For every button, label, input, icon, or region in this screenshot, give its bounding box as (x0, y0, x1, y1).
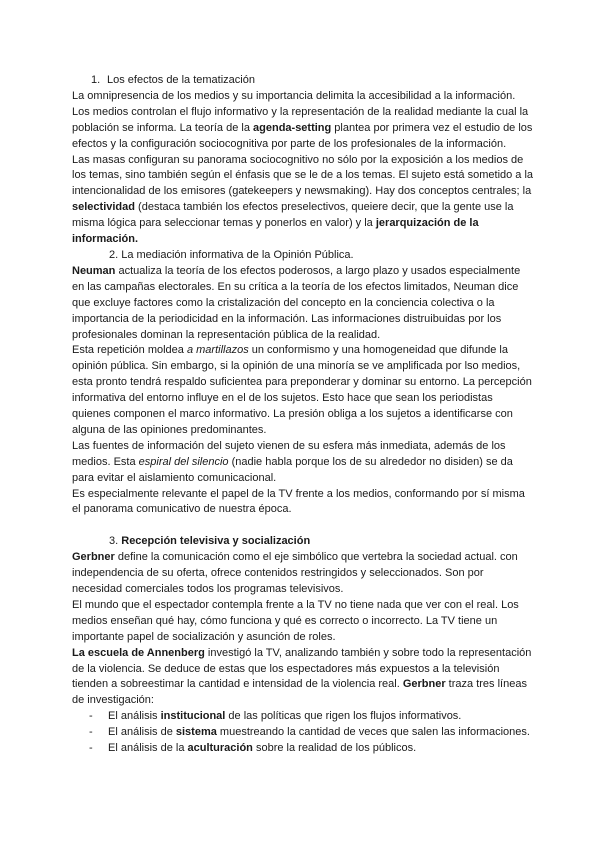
section-3-title: Recepción televisiva y socialización (121, 535, 311, 548)
text-run: actualiza la teoría de los efectos poderosos, a largo plazo y usados especialmente en las campañas electorales. En su crítica a la teoría de los efectos limitados, Neuman dice que excluye factores como la cristalización del concepto en la conciencia colectiva o la importancia de la periodicidad en la información. Las informaciones distruibuidas por los profesionales dominan la representación pública de la realidad. (72, 264, 521, 341)
text-run: traza tres líneas de investigación: (72, 678, 527, 707)
section-3-paragraph-2: El mundo que el espectador contempla frente a la TV no tiene nada que ver con el real. Los medios enseñan qué hay, cómo funciona y qué es correcto o incorrecto. La TV tiene un importante papel de socialización y asunción de roles. (72, 598, 519, 643)
term-escuela-annenberg: La escuela de Annenberg (72, 646, 205, 659)
term-sistema: sistema (175, 726, 217, 739)
text-run: (nadie habla porque los de su alrededor no disiden) se da para evitar el aislamiento comunicacional. (72, 455, 513, 484)
list-item (72, 725, 534, 741)
section-2-paragraph-1 (72, 264, 534, 344)
section-1-paragraph-1 (72, 89, 534, 153)
text-run: El análisis de (108, 726, 176, 739)
research-lines-list (72, 709, 534, 757)
spacer (72, 518, 534, 534)
text-run: plantea por primera vez el estudio de los efectos y la configuración sociocognitiva por parte de los profesionales de la información. (72, 121, 533, 150)
text-run: Esta repetición moldea (72, 344, 187, 357)
term-a-martillazos: a martillazos (186, 344, 249, 357)
text-run: El análisis de la (108, 742, 188, 755)
text-run: define la comunicación como el eje simbólico que vertebra la sociedad actual. con independencia de su oferta, ofrece contenidos restringidos y seleccionados. Son por necesidad comerciales todos los programas televisivos. (72, 551, 518, 595)
term-institucional: institucional (160, 710, 226, 723)
list-item (72, 709, 534, 725)
document-page (72, 73, 534, 757)
section-1-number: 1. (91, 74, 101, 86)
text-run: investigó la TV, analizando también y sobre todo la representación de la violencia. Se deduce de estas que los espectadores más expuestos a la televisión tienden a sobreestimar la cantidad e intensidad de la violencia real. (72, 646, 532, 691)
text-run: un conformismo y una homogeneidad que difunde la opinión pública. Sin embargo, si la opinión de una minoría se ve amplificada por lso medios, esta pronto tendrá respaldo suficientea para preponderar y dominar su entorno. La percepción informativa del entorno influye en el de los sujetos. Esto hace que sean los periodistas quienes componen el marco informativo. La presión obliga a los sujetos a identificarse con alguna de las opiniones predominantes. (72, 344, 532, 436)
text-run: Las fuentes de información del sujeto vienen de su esfera más inmediata, además de los medios. Esta (72, 439, 506, 468)
text-run: La omnipresencia de los medios y su importancia delimita la accesibilidad a la información. Los medios controlan el flujo informativo y la representación de la realidad mediante la cual la población se informa. La teoría de la (72, 89, 529, 134)
term-gerbner: Gerbner (402, 678, 446, 691)
term-espiral-del-silencio: espiral del silencio (138, 455, 229, 468)
term-agenda-setting: agenda-setting (253, 121, 332, 134)
section-2-heading: 2. La mediación informativa de la Opinión Pública. (109, 248, 354, 261)
text-run: muestreando la cantidad de veces que salen las informaciones. (216, 726, 530, 739)
text-run: El análisis (108, 710, 161, 723)
section-2-paragraph-3 (72, 439, 534, 487)
section-3-number: 3. (109, 535, 119, 548)
section-3-paragraph-3 (72, 646, 534, 710)
term-selectividad: selectividad (72, 201, 135, 214)
section-2-paragraph-4: Es especialmente relevante el papel de la TV frente a los medios, conformando por sí misma el panorama comunicativo de nuestra época. (72, 487, 525, 516)
term-jerarquizacion: jerarquización de la información. (72, 217, 479, 246)
text-run: Las masas configuran su panorama sociocognitivo no sólo por la exposición a los medios de los temas, sino también según el énfasis que se le de a los temas. El sujeto está sometido a la intencionalidad de los emisores (gatekeepers y newsmaking). Hay dos conceptos centrales; la (72, 153, 534, 198)
section-1-title: Los efectos de la tematización (107, 74, 255, 86)
text-run: (destaca también los efectos preselectivos, queiere decir, que la gente use la misma lógica para seleccionar temas y ponerlos en valor) y la (72, 201, 514, 230)
section-2-paragraph-2 (72, 343, 534, 438)
text-run: de las políticas que rigen los flujos informativos. (225, 710, 462, 723)
section-1-heading (72, 73, 534, 89)
section-3-heading (72, 534, 534, 550)
section-3-paragraph-1 (72, 550, 534, 598)
list-item (72, 741, 534, 757)
text-run: sobre la realidad de los públicos. (252, 742, 417, 755)
term-neuman: Neuman (72, 264, 116, 277)
section-1-paragraph-2 (72, 153, 534, 248)
term-aculturacion: aculturación (187, 742, 253, 755)
term-gerbner: Gerbner (72, 551, 115, 564)
